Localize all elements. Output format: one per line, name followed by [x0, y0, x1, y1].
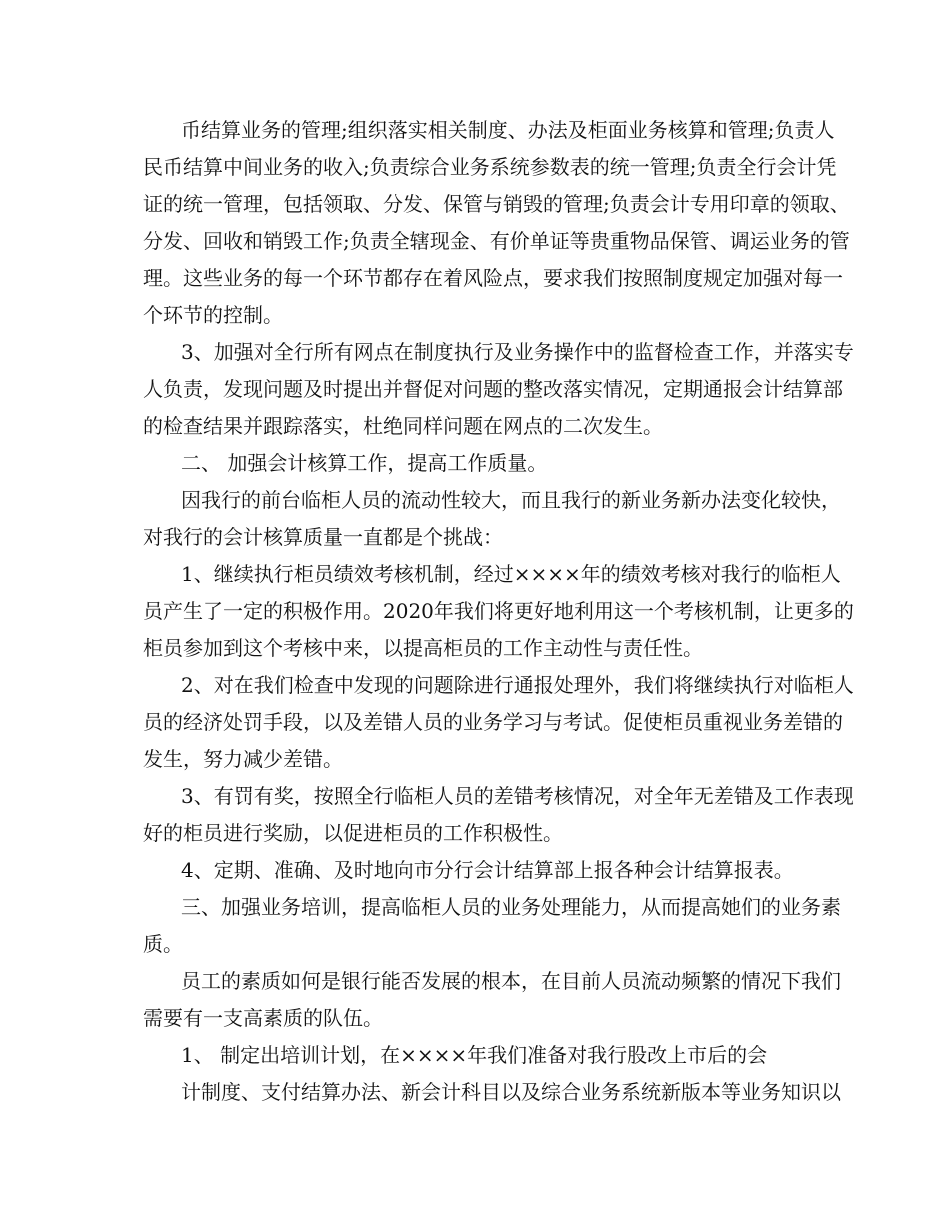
section-heading: 三、加强业务培训，提高临柜人员的业务处理能力，从而提高她们的业务素 — [181, 895, 841, 919]
text-line: 需要有一支高素质的队伍。 — [143, 1006, 383, 1030]
text-line: 个环节的控制。 — [143, 303, 283, 327]
text-line: 发生，努力减少差错。 — [143, 747, 343, 771]
text-line: 4、定期、准确、及时地向市分行会计结算部上报各种会计结算报表。 — [181, 858, 794, 882]
text-line: 质。 — [143, 932, 183, 956]
text-line: 的检查结果并跟踪落实，杜绝同样问题在网点的二次发生。 — [143, 414, 663, 438]
text-line: 对我行的会计核算质量一直都是个挑战： — [143, 525, 503, 549]
text-line: 柜员参加到这个考核中来，以提高柜员的工作主动性与责任性。 — [143, 636, 703, 660]
text-line: 分发、回收和销毁工作;负责全辖现金、有价单证等贵重物品保管、调运业务的管 — [143, 229, 850, 253]
text-line: 1、 制定出培训计划，在××××年我们准备对我行股改上市后的会 — [181, 1043, 768, 1067]
text-line: 因我行的前台临柜人员的流动性较大，而且我行的新业务新办法变化较快， — [181, 488, 841, 512]
text-line: 计制度、支付结算办法、新会计科目以及综合业务系统新版本等业务知识以 — [181, 1080, 841, 1104]
text-line: 人负责，发现问题及时提出并督促对问题的整改落实情况，定期通报会计结算部 — [143, 377, 843, 401]
text-line: 证的统一管理，包括领取、分发、保管与销毁的管理;负责会计专用印章的领取、 — [143, 192, 850, 216]
section-heading: 二、 加强会计核算工作，提高工作质量。 — [181, 451, 548, 475]
text-line: 好的柜员进行奖励，以促进柜员的工作积极性。 — [143, 821, 563, 845]
text-line: 员的经济处罚手段，以及差错人员的业务学习与考试。促使柜员重视业务差错的 — [143, 710, 843, 734]
text-line: 币结算业务的管理;组织落实相关制度、办法及柜面业务核算和管理;负责人 — [181, 118, 835, 142]
text-line: 理。这些业务的每一个环节都存在着风险点，要求我们按照制度规定加强对每一 — [143, 266, 843, 290]
text-line: 民币结算中间业务的收入;负责综合业务系统参数表的统一管理;负责全行会计凭 — [143, 155, 837, 179]
text-line: 2、对在我们检查中发现的问题除进行通报处理外，我们将继续执行对临柜人 — [181, 673, 854, 697]
text-line: 3、有罚有奖，按照全行临柜人员的差错考核情况，对全年无差错及工作表现 — [181, 784, 854, 808]
text-line: 员工的素质如何是银行能否发展的根本，在目前人员流动频繁的情况下我们 — [181, 969, 841, 993]
text-line: 3、加强对全行所有网点在制度执行及业务操作中的监督检查工作，并落实专 — [181, 340, 854, 364]
text-line: 1、继续执行柜员绩效考核机制，经过××××年的绩效考核对我行的临柜人 — [181, 562, 841, 586]
text-line: 员产生了一定的积极作用。2020年我们将更好地利用这一个考核机制，让更多的 — [143, 599, 854, 623]
